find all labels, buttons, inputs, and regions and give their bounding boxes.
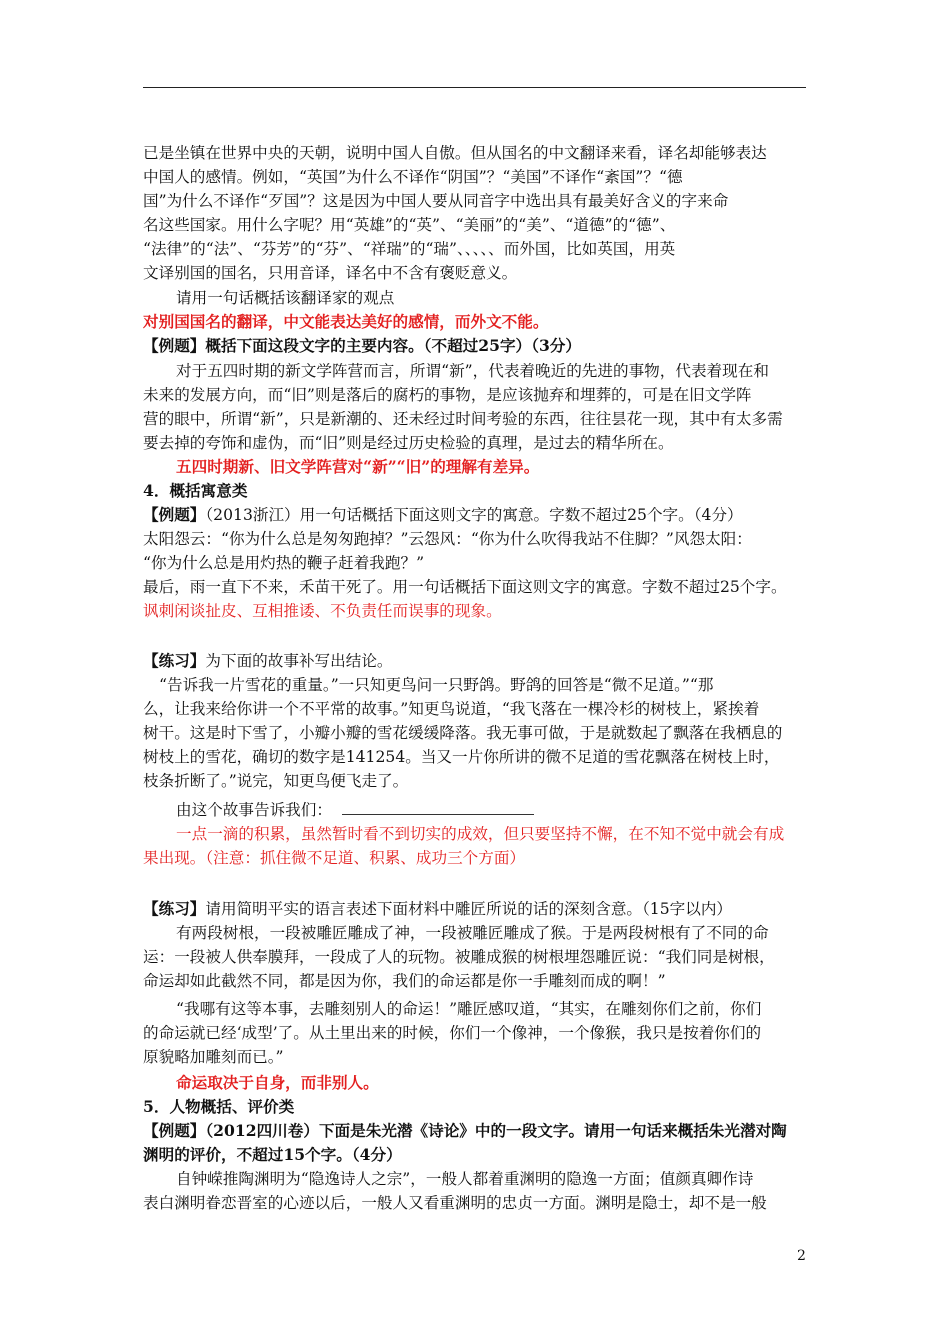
text-line: 枝条折断了。”说完，知更鸟便飞走了。: [143, 772, 409, 790]
example-heading-cont: 渊明的评价，不超过15个字。（4分）: [143, 1145, 402, 1164]
answer-text: 一点一滴的积累，虽然暂时看不到切实的成效，但只要坚持不懈，在不知不觉中就会有成: [176, 825, 785, 843]
text-line: 最后，雨一直下不来，禾苗干死了。用一句话概括下面这则文字的寓意。字数不超过25个字。: [143, 578, 787, 596]
answer-text: 命运取决于自身，而非别人。: [176, 1073, 379, 1092]
section-heading: 4．概括寓意类: [143, 481, 248, 500]
prompt-text: 由这个故事告诉我们：: [176, 801, 332, 819]
example-heading: 【例题】（2012四川卷）下面是朱光潜《诗论》中的一段文字。请用一句话来概括朱光潜对陶: [143, 1121, 787, 1140]
text-line: “法律”的“法”、“芬芳”的“芬”、“祥瑞”的“瑞”、、、、、而外国，比如英国，用英: [143, 240, 676, 258]
example-text: （2013浙江）用一句话概括下面这则文字的寓意。字数不超过25个字。（4分）: [205, 506, 743, 524]
page-number: 2: [797, 1248, 806, 1264]
text-line: 运：一段被人供奉膜拜，一段成了人的玩物。被雕成猴的树根埋怨雕匠说：“我们同是树根，: [143, 948, 775, 966]
text-line: 未来的发展方向，而“旧”则是落后的腐朽的事物，是应该抛弃和埋葬的，可是在旧文学阵: [143, 386, 752, 404]
example-heading: 【例题】概括下面这段文字的主要内容。（不超过25字）（3分）: [143, 336, 581, 355]
text-line: 文译别国的国名，只用音译，译名中不含有褒贬意义。: [143, 264, 518, 282]
text-line: 有两段树根，一段被雕匠雕成了神，一段被雕匠雕成了猴。于是两段树根有了不同的命: [176, 924, 769, 942]
text-line: “告诉我一片雪花的重量。”一只知更鸟问一只野鸽。野鸽的回答是“微不足道。”“那: [159, 676, 714, 694]
exercise-text: 为下面的故事补写出结论。: [205, 652, 393, 670]
text-line: 树干。这是时下雪了，小瓣小瓣的雪花缓缓降落。我无事可做，于是就数起了飘落在我栖息的: [143, 724, 783, 742]
text-line: 么，让我来给你讲一个不平常的故事。”知更鸟说道，“我飞落在一棵冷杉的树枝上，紧挨着: [143, 700, 760, 718]
text-line: 国”为什么不译作“歹国”？这是因为中国人要从同音字中选出具有最美好含义的字来命: [143, 192, 729, 210]
text-line: 自钟嵘推陶渊明为“隐逸诗人之宗”，一般人都着重渊明的隐逸一方面；值颜真卿作诗: [176, 1170, 754, 1188]
text-line: “我哪有这等本事，去雕刻别人的命运！”雕匠感叹道，“其实，在雕刻你们之前，你们: [176, 1000, 762, 1018]
text-line: 的命运就已经‘成型’了。从土里出来的时候，你们一个像神，一个像猴，我只是按着你们的: [143, 1024, 762, 1042]
exercise-tag: 【练习】: [143, 651, 206, 670]
exercise-text: 请用简明平实的语言表述下面材料中雕匠所说的话的深刻含意。（15字以内）: [205, 900, 733, 918]
text-line: 表白渊明眷恋晋室的心迹以后，一般人又看重渊明的忠贞一方面。渊明是隐士，却不是一般: [143, 1194, 767, 1212]
section-heading: 5．人物概括、评价类: [143, 1097, 295, 1116]
answer-blank: [342, 799, 534, 815]
example-tag: 【例题】: [143, 505, 206, 524]
text-line: 要去掉的夸饰和虚伪，而“旧”则是经过历史检验的真理，是过去的精华所在。: [143, 434, 674, 452]
answer-text: 讽刺闲谈扯皮、互相推诿、不负责任而误事的现象。: [143, 602, 502, 620]
question-prompt: 请用一句话概括该翻译家的观点: [176, 289, 395, 307]
exercise-heading: [143, 897, 732, 921]
answer-text: 五四时期新、旧文学阵营对“新”“旧”的理解有差异。: [176, 457, 540, 476]
text-line: 对于五四时期的新文学阵营而言，所谓“新”，代表着晚近的先进的事物，代表着现在和: [176, 362, 769, 380]
text-line: 营的眼中，所谓“新”，只是新潮的、还未经过时间考验的东西，往往昙花一现，其中有太多需: [143, 410, 783, 428]
header-rule: [143, 87, 806, 88]
exercise-tag: 【练习】: [143, 899, 206, 918]
answer-text: 对别国国名的翻译，中文能表达美好的感情，而外文不能。: [143, 312, 549, 331]
text-line: 中国人的感情。例如，“英国”为什么不译作“阴国”？“美国”不译作“紊国”？“德: [143, 168, 683, 186]
text-line: “你为什么总是用灼热的鞭子赶着我跑？”: [143, 554, 425, 572]
text-line: 树枝上的雪花，确切的数字是141254。当又一片你所讲的微不足道的雪花飘落在树枝上时，: [143, 748, 780, 766]
exercise-heading: [143, 649, 393, 673]
text-line: 太阳怨云：“你为什么总是匆匆跑掉？”云怨风：“你为什么吹得我站不住脚？”风怨太阳：: [143, 530, 752, 548]
text-line: 命运却如此截然不同，都是因为你，我们的命运都是你一手雕刻而成的啊！”: [143, 972, 666, 990]
answer-text: 果出现。（注意：抓住微不足道、积累、成功三个方面）: [143, 849, 526, 867]
fill-in-prompt: [176, 798, 534, 822]
text-line: 原貌略加雕刻而已。”: [143, 1048, 284, 1066]
text-line: 名这些国家。用什么字呢？用“英雄”的“英”、“美丽”的“美”、“道德”的“德”、: [143, 216, 676, 234]
text-line: 已是坐镇在世界中央的天朝，说明中国人自傲。但从国名的中文翻译来看，译名却能够表达: [143, 144, 767, 162]
example-heading: [143, 503, 743, 527]
